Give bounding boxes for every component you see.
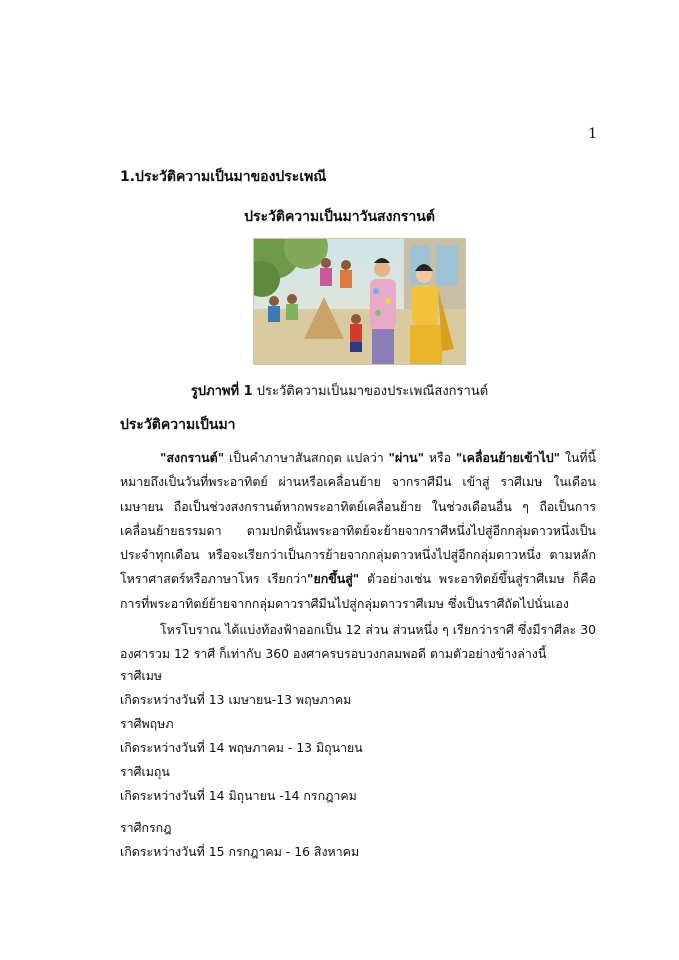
section-heading: 1.ประวัติความเป็นมาของประเพณี xyxy=(120,169,327,185)
songkran-painting-image xyxy=(254,239,465,364)
paragraph-1 xyxy=(120,446,596,616)
paragraph-2: โหรโบราณ ได้แบ่งท้องฟ้าออกเป็น 12 ส่วน ส่วนหนึ่ง ๆ เรียกว่าราศี ซึ่งมีราศีละ 30 องศารวม 12 ราศี ก็เท่ากับ 360 องศาครบรอบวงกลมพอดี ตามตัวอย่างข้างล่างนี้ xyxy=(120,622,596,662)
zodiac-name: ราศีเมษ xyxy=(120,668,163,683)
term-move-into: "เคลื่อนย้ายเข้าไป" xyxy=(455,450,561,465)
songkran-illustration xyxy=(253,238,466,365)
paragraph-1-text-3: ในที่นี้หมายถึงเป็นวันที่พระอาทิตย์ ผ่านหรือเคลื่อนย้าย จากราศีมีน เข้าสู่ ราศีเมษ ในเดือนเมษายน ถือเป็นช่วงสงกรานต์หากพระอาทิตย์เคลื่อนย้าย ในช่วงเดือนอื่น ๆ ถือเป็นการเคลื่อนย้ายธรรมดา ตามปกตินั้นพระอาทิตย์จะย้ายจากราศีหนึ่งไปสู่อีกกลุ่มดาวหนึ่งเป็นประจำทุกเดือน หรือจะเรียกว่าเป็นการย้ายจากกลุ่มดาวหนึ่งไปสู่อีกกลุ่มดาวหนึ่ง ตามหลักโหราศาสตร์หรือภาษาโหร เรียกว่า xyxy=(120,450,596,587)
zodiac-name: ราศีเมถุน xyxy=(120,764,170,779)
zodiac-date-range: เกิดระหว่างวันที่ 15 กรกฎาคม - 16 สิงหาคม xyxy=(120,844,360,859)
paragraph-1-text-1: เป็นคำภาษาสันสกฤต แปลว่า xyxy=(224,450,389,465)
zodiac-name: ราศีพฤษภ xyxy=(120,716,174,731)
figure-caption xyxy=(0,380,679,401)
term-rise-to: "ยกขึ้นสู่" xyxy=(307,571,360,587)
zodiac-date-range: เกิดระหว่างวันที่ 14 มิถุนายน -14 กรกฎาคม xyxy=(120,788,357,803)
subheading: ประวัติความเป็นมา xyxy=(120,417,236,433)
page-number: 1 xyxy=(588,126,597,142)
zodiac-date-range: เกิดระหว่างวันที่ 13 เมษายน-13 พฤษภาคม xyxy=(120,692,352,707)
term-songkran: "สงกรานต์" xyxy=(160,450,225,465)
figure-caption-text: ประวัติความเป็นมาของประเพณีสงกรานต์ xyxy=(252,384,489,399)
paragraph-1-text-2: หรือ xyxy=(424,450,456,465)
page-title: ประวัติความเป็นมาวันสงกรานต์ xyxy=(244,209,435,225)
paragraph-1-text-4: ตัวอย่างเช่น พระอาทิตย์ขึ้นสู่ราศีเมษ ก็คือการที่พระอาทิตย์ย้ายจากกลุ่มดาวราศีมีนไปสู่กลุ่มดาวราศีเมษ ซึ่งเป็นราศีถัดไปนั่นเอง xyxy=(120,571,596,611)
figure-caption-label: รูปภาพที่ 1 xyxy=(190,384,253,399)
zodiac-date-range: เกิดระหว่างวันที่ 14 พฤษภาคม - 13 มิถุนายน xyxy=(120,740,363,755)
zodiac-name: ราศีกรกฎ xyxy=(120,820,172,835)
term-pass: "ผ่าน" xyxy=(388,450,425,465)
